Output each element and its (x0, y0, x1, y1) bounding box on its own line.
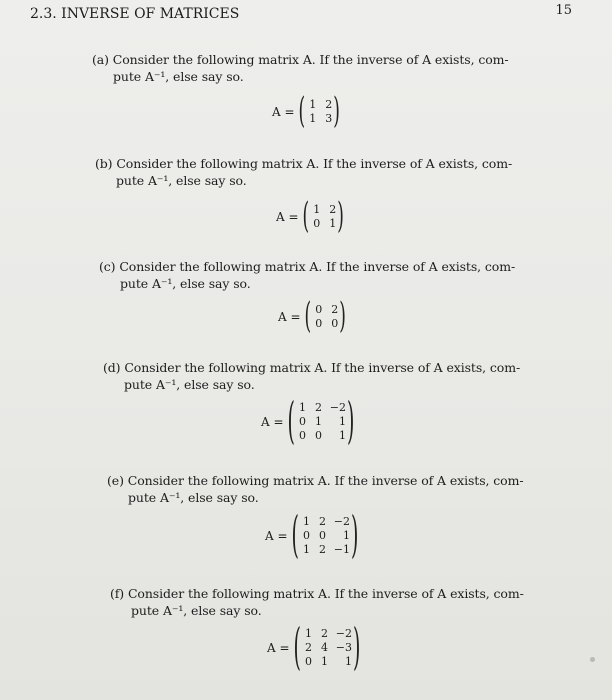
section-title: 2.3. INVERSE OF MATRICES (30, 6, 240, 22)
left-paren: ( (302, 195, 310, 238)
matrix-entry: 2 (329, 203, 337, 216)
problem-c-statement: (c) Consider the following matrix A. If the inverse of A exists, com- (99, 259, 516, 274)
matrix-c (278, 295, 346, 338)
matrix-entry: 2 (304, 641, 312, 654)
matrix-c-label: A = (278, 309, 301, 324)
matrix-entry: 0 (315, 303, 323, 316)
left-paren: ( (293, 618, 301, 677)
matrix-entry: 0 (302, 529, 310, 542)
matrix-f (267, 618, 361, 677)
matrix-entry: 2 (331, 303, 339, 316)
matrix-e-label: A = (265, 528, 288, 543)
matrix-entry: 1 (338, 415, 346, 428)
matrix-f-entries (301, 627, 353, 668)
matrix-entry: 3 (325, 112, 333, 125)
left-paren: ( (287, 392, 295, 451)
matrix-entry: 0 (298, 415, 306, 428)
right-paren: ) (337, 195, 344, 238)
matrix-a-entries (305, 98, 333, 125)
matrix-entry: 4 (320, 641, 328, 654)
page-number: 15 (555, 3, 572, 18)
problem-a-statement: (a) Consider the following matrix A. If the inverse of A exists, com- (92, 52, 509, 67)
right-paren: ) (352, 618, 361, 677)
matrix-entry: 0 (315, 317, 323, 330)
matrix-d-entries (295, 401, 347, 442)
matrix-entry: 2 (314, 401, 322, 414)
problem-c (99, 258, 515, 292)
left-paren: ( (291, 506, 299, 565)
matrix-entry: 1 (304, 627, 312, 640)
matrix-d-label: A = (261, 414, 284, 429)
right-paren: ) (350, 506, 359, 565)
problem-f (110, 585, 524, 619)
problem-e-statement: (e) Consider the following matrix A. If the inverse of A exists, com- (107, 473, 524, 488)
matrix-e-entries (299, 515, 351, 556)
matrix-entry: 2 (318, 515, 326, 528)
matrix-entry: 1 (338, 429, 346, 442)
matrix-entry: 2 (320, 627, 328, 640)
matrix-entry: 1 (320, 655, 328, 668)
matrix-a (272, 90, 340, 133)
matrix-entry: 0 (298, 429, 306, 442)
problem-c-instruction: pute A⁻¹, else say so. (120, 276, 251, 291)
matrix-entry: 0 (313, 217, 321, 230)
problem-b-instruction: pute A⁻¹, else say so. (116, 173, 247, 188)
matrix-entry: −2 (329, 401, 346, 414)
matrix-entry: 1 (342, 529, 350, 542)
matrix-entry: 1 (313, 203, 321, 216)
problem-a (92, 51, 509, 85)
matrix-entry: 0 (314, 429, 322, 442)
problem-d-statement: (d) Consider the following matrix A. If the inverse of A exists, com- (103, 360, 521, 375)
matrix-c-entries (311, 303, 339, 330)
right-paren: ) (346, 392, 355, 451)
matrix-entry: 1 (309, 98, 317, 111)
problem-b (95, 155, 512, 189)
matrix-entry: −2 (335, 627, 352, 640)
matrix-e (265, 506, 359, 565)
left-paren: ( (304, 295, 312, 338)
problem-b-statement: (b) Consider the following matrix A. If the inverse of A exists, com- (95, 156, 513, 171)
matrix-entry: 1 (309, 112, 317, 125)
left-paren: ( (298, 90, 306, 133)
matrix-b (276, 195, 344, 238)
matrix-d (261, 392, 355, 451)
matrix-entry: −3 (335, 641, 352, 654)
matrix-entry: −2 (333, 515, 350, 528)
matrix-entry: 0 (304, 655, 312, 668)
matrix-entry: 1 (298, 401, 306, 414)
matrix-entry: 1 (344, 655, 352, 668)
matrix-entry: 2 (325, 98, 333, 111)
problem-d-instruction: pute A⁻¹, else say so. (124, 377, 255, 392)
matrix-entry: 0 (331, 317, 339, 330)
matrix-entry: 1 (329, 217, 337, 230)
problem-f-instruction: pute A⁻¹, else say so. (131, 603, 262, 618)
matrix-a-label: A = (272, 104, 295, 119)
matrix-b-entries (309, 203, 337, 230)
problem-f-statement: (f) Consider the following matrix A. If the inverse of A exists, com- (110, 586, 524, 601)
problem-d (103, 359, 520, 393)
matrix-entry: 2 (318, 543, 326, 556)
matrix-f-label: A = (267, 640, 290, 655)
problem-a-instruction: pute A⁻¹, else say so. (113, 69, 244, 84)
matrix-b-label: A = (276, 209, 299, 224)
problem-e (107, 472, 524, 506)
matrix-entry: −1 (333, 543, 350, 556)
problem-e-instruction: pute A⁻¹, else say so. (128, 490, 259, 505)
matrix-entry: 0 (318, 529, 326, 542)
matrix-entry: 1 (314, 415, 322, 428)
right-paren: ) (333, 90, 340, 133)
matrix-entry: 1 (302, 515, 310, 528)
right-paren: ) (339, 295, 346, 338)
matrix-entry: 1 (302, 543, 310, 556)
paper-mark (590, 657, 595, 662)
